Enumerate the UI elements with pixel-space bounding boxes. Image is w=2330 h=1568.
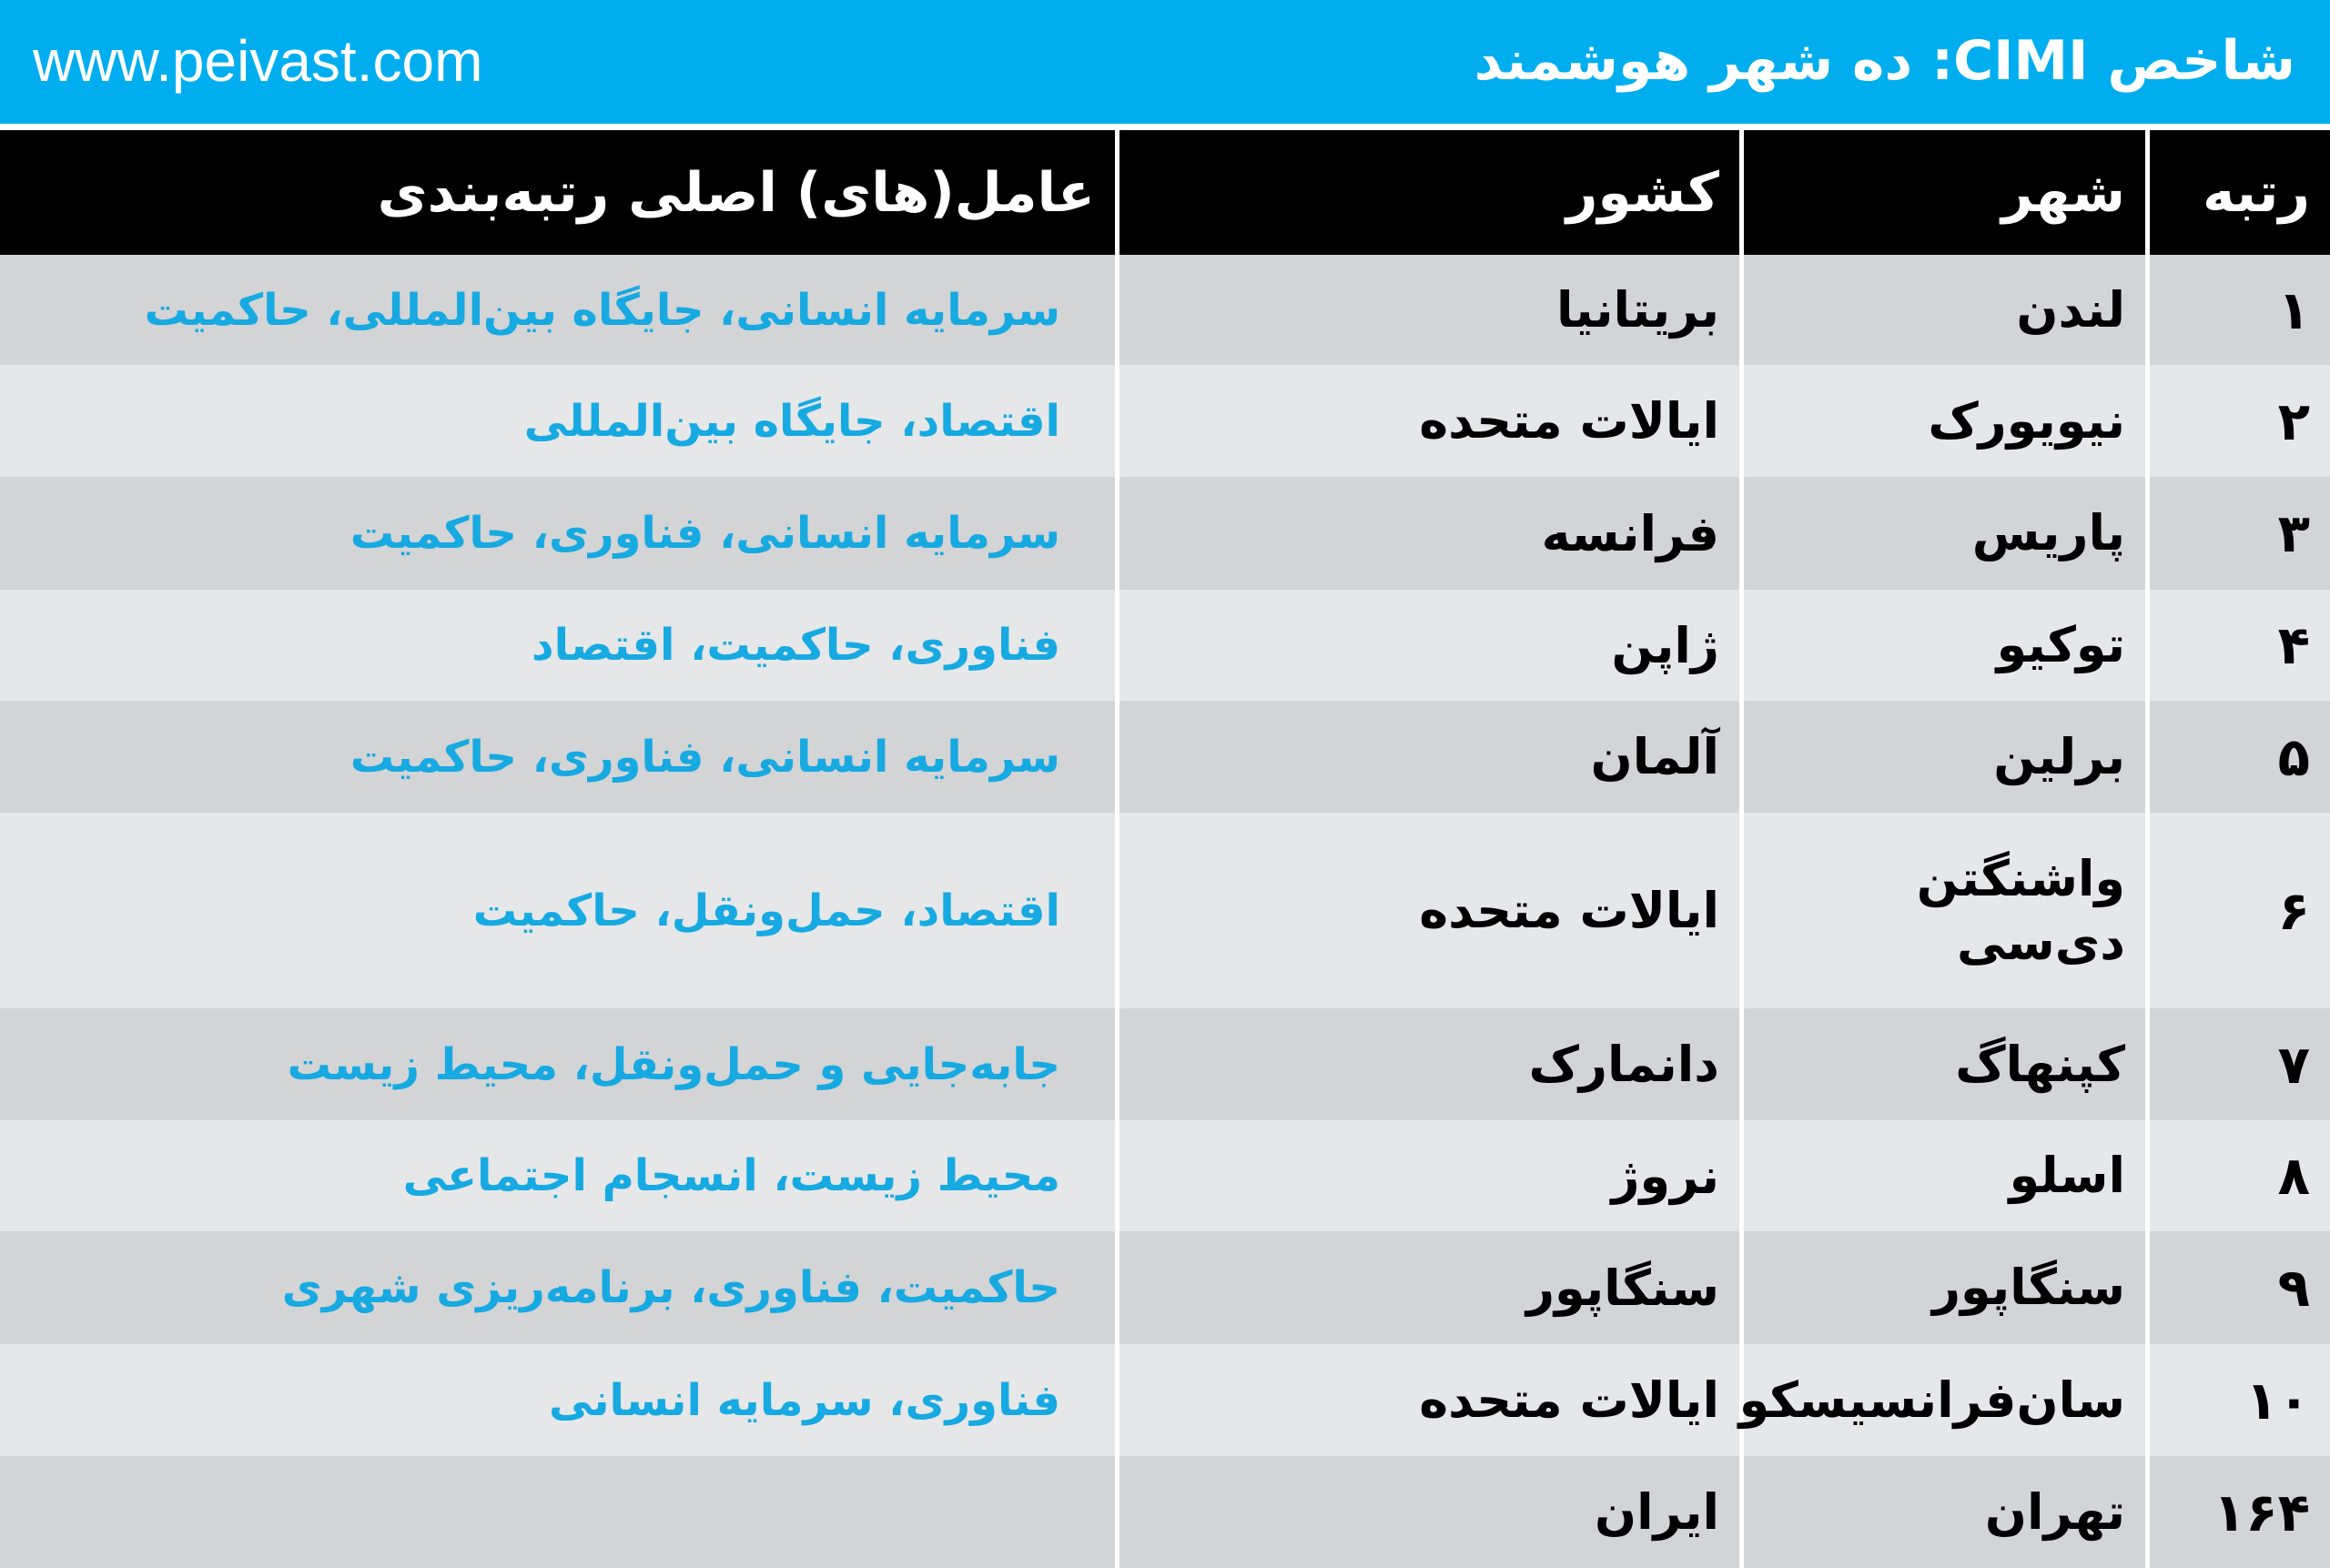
cell-city: اسلو <box>1739 1120 2145 1231</box>
cell-factors: سرمایه انسانی، فناوری، حاکمیت <box>350 508 1060 559</box>
cell-country: نروژ <box>1115 1120 1739 1231</box>
table-row <box>0 365 2330 477</box>
cell-rank: ۱ <box>2145 255 2330 365</box>
cell-rank: ۸ <box>2145 1120 2330 1231</box>
cell-factors: جابه‌جایی و حمل‌ونقل، محیط زیست <box>287 1038 1060 1090</box>
cell-country: ایالات متحده <box>1115 813 1739 1008</box>
cell-factors: سرمایه انسانی، جایگاه بین‌المللی، حاکمیت <box>144 284 1060 336</box>
cell-rank: ۱۶۴ <box>2145 1456 2330 1568</box>
cell-city: برلین <box>1739 701 2145 813</box>
table-row <box>0 1231 2330 1344</box>
cell-factors: سرمایه انسانی، فناوری، حاکمیت <box>350 731 1060 783</box>
cell-country: ایالات متحده <box>1115 365 1739 477</box>
cell-city: تهران <box>1739 1456 2145 1568</box>
table-row <box>0 813 2330 1008</box>
cell-country: ایالات متحده <box>1115 1344 1739 1456</box>
table-header <box>0 130 2330 255</box>
header-country: کشور <box>1115 130 1739 255</box>
cell-factors: اقتصاد، جایگاه بین‌المللی <box>523 395 1060 447</box>
cell-rank: ۷ <box>2145 1008 2330 1120</box>
cell-country: ایران <box>1115 1456 1739 1568</box>
header-city: شهر <box>1739 130 2145 255</box>
cell-factors <box>0 1456 1115 1568</box>
cell-factors: حاکمیت، فناوری، برنامه‌ریزی شهری <box>281 1262 1060 1313</box>
cell-city: پاریس <box>1739 477 2145 590</box>
table-row <box>0 255 2330 365</box>
site-url: www.peivast.com <box>33 28 483 94</box>
table-row <box>0 1120 2330 1231</box>
cell-factors: اقتصاد، حمل‌ونقل، حاکمیت <box>472 885 1060 936</box>
cell-rank: ۶ <box>2145 813 2330 1008</box>
cell-city: نیویورک <box>1739 365 2145 477</box>
cell-rank: ۵ <box>2145 701 2330 813</box>
cell-rank: ۹ <box>2145 1231 2330 1344</box>
table-row <box>0 590 2330 701</box>
cell-factors: محیط زیست، انسجام اجتماعی <box>402 1150 1060 1201</box>
table-row <box>0 1008 2330 1120</box>
cell-rank: ۱۰ <box>2145 1344 2330 1456</box>
cell-city: کپنهاگ <box>1739 1008 2145 1120</box>
ranking-table <box>0 130 2330 1567</box>
cell-city: واشنگتن دی‌سی <box>1739 813 2145 1008</box>
cell-rank: ۴ <box>2145 590 2330 701</box>
cell-rank: ۲ <box>2145 365 2330 477</box>
page-title: شاخص CIMI: ده شهر هوشمند <box>1474 29 2295 93</box>
cell-country: سنگاپور <box>1115 1231 1739 1344</box>
cell-country: ژاپن <box>1115 590 1739 701</box>
cell-country: فرانسه <box>1115 477 1739 590</box>
cell-country: بریتانیا <box>1115 255 1739 365</box>
table-row <box>0 1456 2330 1568</box>
title-bar <box>0 0 2330 124</box>
table-row <box>0 1344 2330 1456</box>
cell-country: آلمان <box>1115 701 1739 813</box>
header-factors: عامل(های) اصلی رتبه‌بندی <box>377 160 1095 225</box>
cell-city: توکیو <box>1739 590 2145 701</box>
table-row <box>0 701 2330 813</box>
cell-city: سنگاپور <box>1739 1231 2145 1344</box>
cell-city: سان‌فرانسیسکو <box>1739 1344 2145 1456</box>
header-rank: رتبه <box>2145 130 2330 255</box>
cell-city: لندن <box>1739 255 2145 365</box>
table-row <box>0 477 2330 590</box>
cell-factors: فناوری، سرمایه انسانی <box>548 1374 1060 1426</box>
cell-rank: ۳ <box>2145 477 2330 590</box>
cell-country: دانمارک <box>1115 1008 1739 1120</box>
cell-factors: فناوری، حاکمیت، اقتصاد <box>532 620 1060 671</box>
